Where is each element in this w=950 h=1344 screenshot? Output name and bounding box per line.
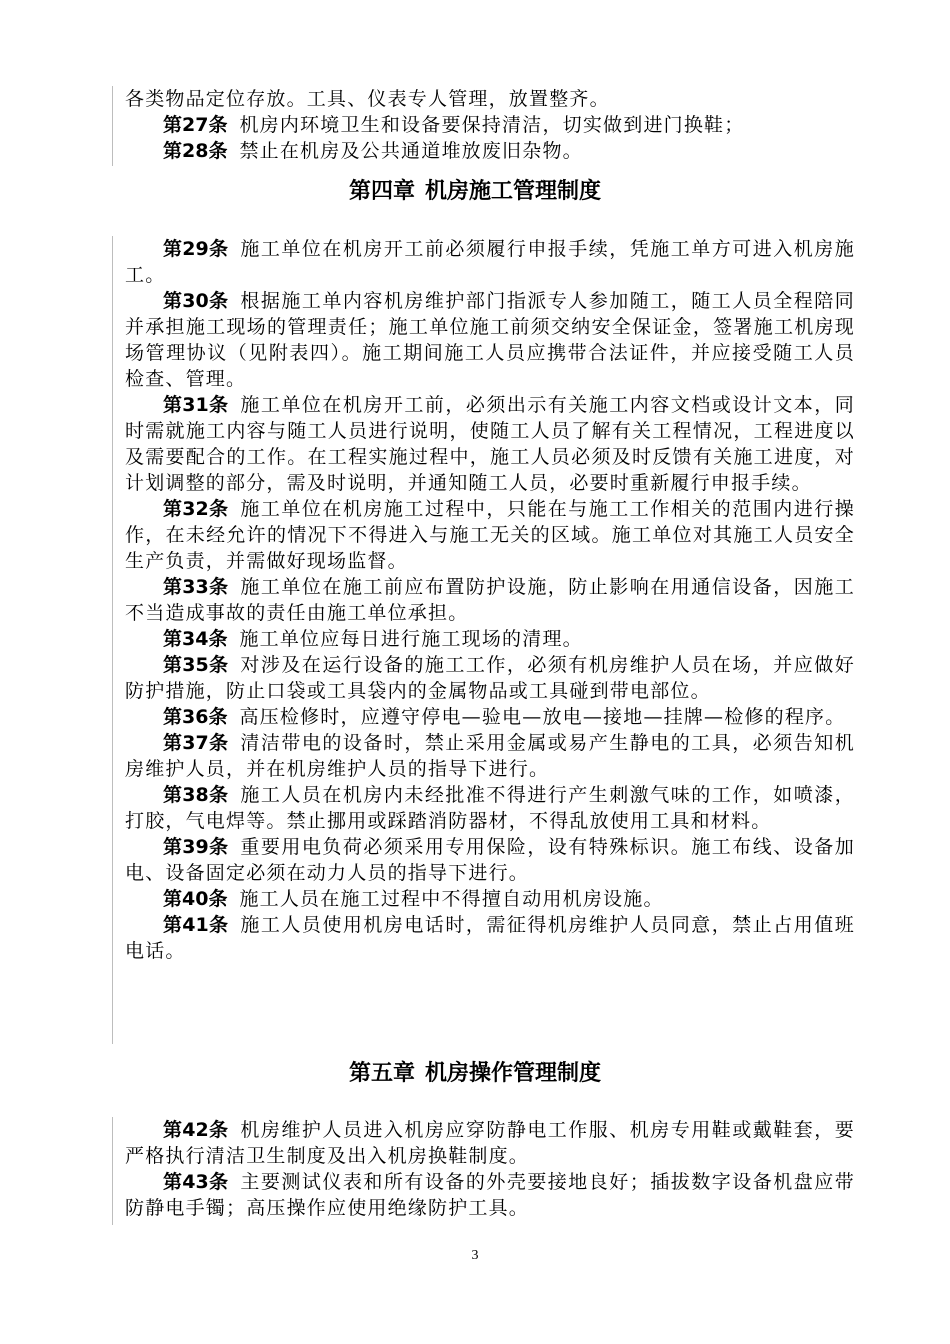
article-text: 机房维护人员进入机房应穿防静电工作服、机房专用鞋或戴鞋套，要严格执行清洁卫生制度及出入机房换鞋制度。 xyxy=(125,1119,855,1167)
article-number: 第31条 xyxy=(163,394,229,416)
chapter-4-body xyxy=(125,236,855,964)
article-38 xyxy=(125,782,855,834)
article-number: 第42条 xyxy=(163,1119,229,1141)
article-text: 禁止在机房及公共通道堆放废旧杂物。 xyxy=(239,140,583,162)
article-30 xyxy=(125,288,855,392)
article-number: 第27条 xyxy=(163,114,228,136)
article-number: 第35条 xyxy=(163,654,229,676)
article-number: 第30条 xyxy=(163,290,229,312)
paragraph-continuation xyxy=(125,86,855,112)
article-32 xyxy=(125,496,855,574)
article-number: 第40条 xyxy=(163,888,228,910)
article-text: 施工单位在机房开工前必须履行申报手续，凭施工单方可进入机房施工。 xyxy=(125,238,855,286)
article-text: 施工人员使用机房电话时，需征得机房维护人员同意，禁止占用值班电话。 xyxy=(125,914,855,962)
chapter-title: 机房施工管理制度 xyxy=(425,179,602,204)
article-34 xyxy=(125,626,855,652)
article-text: 施工单位在施工前应布置防护设施，防止影响在用通信设备，因施工不当造成事故的责任由施工单位承担。 xyxy=(125,576,855,624)
article-text: 重要用电负荷必须采用专用保险，设有特殊标识。施工布线、设备加电、设备固定必须在动力人员的指导下进行。 xyxy=(125,836,855,884)
article-27 xyxy=(125,112,855,138)
article-number: 第28条 xyxy=(163,140,228,162)
article-text: 对涉及在运行设备的施工工作，必须有机房维护人员在场，并应做好防护措施，防止口袋或工具袋内的金属物品或工具碰到带电部位。 xyxy=(125,654,855,702)
chapter-5-heading xyxy=(0,1059,950,1089)
chapter-number: 第四章 xyxy=(348,179,415,204)
article-text: 主要测试仪表和所有设备的外壳要接地良好；插拔数字设备机盘应带防静电手镯；高压操作应使用绝缘防护工具。 xyxy=(125,1171,855,1219)
chapter-5-body xyxy=(125,1117,855,1221)
page-number: 3 xyxy=(471,1248,479,1263)
article-text: 施工单位在机房开工前，必须出示有关施工内容文档或设计文本，同时需就施工内容与随工人员进行说明，使随工人员了解有关工程情况，工程进度以及需要配合的工作。在工程实施过程中，施工人员必须及时反馈有关施工进度，对计划调整的部分，需及时说明，并通知随工人员，必要时重新履行申报手续。 xyxy=(125,394,855,494)
article-number: 第32条 xyxy=(163,498,229,520)
article-40 xyxy=(125,886,855,912)
article-number: 第41条 xyxy=(163,914,229,936)
article-text: 高压检修时，应遵守停电—验电—放电—接地—挂牌—检修的程序。 xyxy=(239,706,846,728)
margin-bar xyxy=(112,236,113,1044)
margin-bar xyxy=(112,1117,113,1225)
article-28 xyxy=(125,138,855,164)
paragraph-text: 各类物品定位存放。工具、仪表专人管理，放置整齐。 xyxy=(125,88,610,110)
article-42 xyxy=(125,1117,855,1169)
article-43 xyxy=(125,1169,855,1221)
article-number: 第36条 xyxy=(163,706,228,728)
article-text: 施工人员在机房内未经批准不得进行产生刺激气味的工作，如喷漆，打胶，气电焊等。禁止挪用或踩踏消防器材，不得乱放使用工具和材料。 xyxy=(125,784,855,832)
chapter-title: 机房操作管理制度 xyxy=(425,1061,602,1086)
chapter-4-heading xyxy=(0,177,950,207)
article-text: 施工单位应每日进行施工现场的清理。 xyxy=(239,628,583,650)
article-number: 第33条 xyxy=(163,576,229,598)
article-number: 第39条 xyxy=(163,836,229,858)
article-number: 第38条 xyxy=(163,784,229,806)
margin-bar xyxy=(112,86,113,166)
article-39 xyxy=(125,834,855,886)
article-number: 第37条 xyxy=(163,732,229,754)
article-text: 清洁带电的设备时，禁止采用金属或易产生静电的工具，必须告知机房维护人员，并在机房维护人员的指导下进行。 xyxy=(125,732,855,780)
article-number: 第43条 xyxy=(163,1171,229,1193)
article-number: 第34条 xyxy=(163,628,228,650)
article-text: 施工单位在机房施工过程中，只能在与施工工作相关的范围内进行操作，在未经允许的情况下不得进入与施工无关的区域。施工单位对其施工人员安全生产负责，并需做好现场监督。 xyxy=(125,498,855,572)
article-36 xyxy=(125,704,855,730)
article-31 xyxy=(125,392,855,496)
article-text: 根据施工单内容机房维护部门指派专人参加随工，随工人员全程陪同并承担施工现场的管理责任；施工单位施工前须交纳安全保证金，签署施工机房现场管理协议（见附表四）。施工期间施工人员应携带合法证件，并应接受随工人员检查、管理。 xyxy=(125,290,855,390)
article-text: 机房内环境卫生和设备要保持清洁，切实做到进门换鞋； xyxy=(239,114,745,136)
article-number: 第29条 xyxy=(163,238,229,260)
chapter-number: 第五章 xyxy=(348,1061,415,1086)
article-41 xyxy=(125,912,855,964)
article-37 xyxy=(125,730,855,782)
article-29 xyxy=(125,236,855,288)
article-35 xyxy=(125,652,855,704)
article-text: 施工人员在施工过程中不得擅自动用机房设施。 xyxy=(239,888,664,910)
article-33 xyxy=(125,574,855,626)
top-section xyxy=(125,86,855,164)
